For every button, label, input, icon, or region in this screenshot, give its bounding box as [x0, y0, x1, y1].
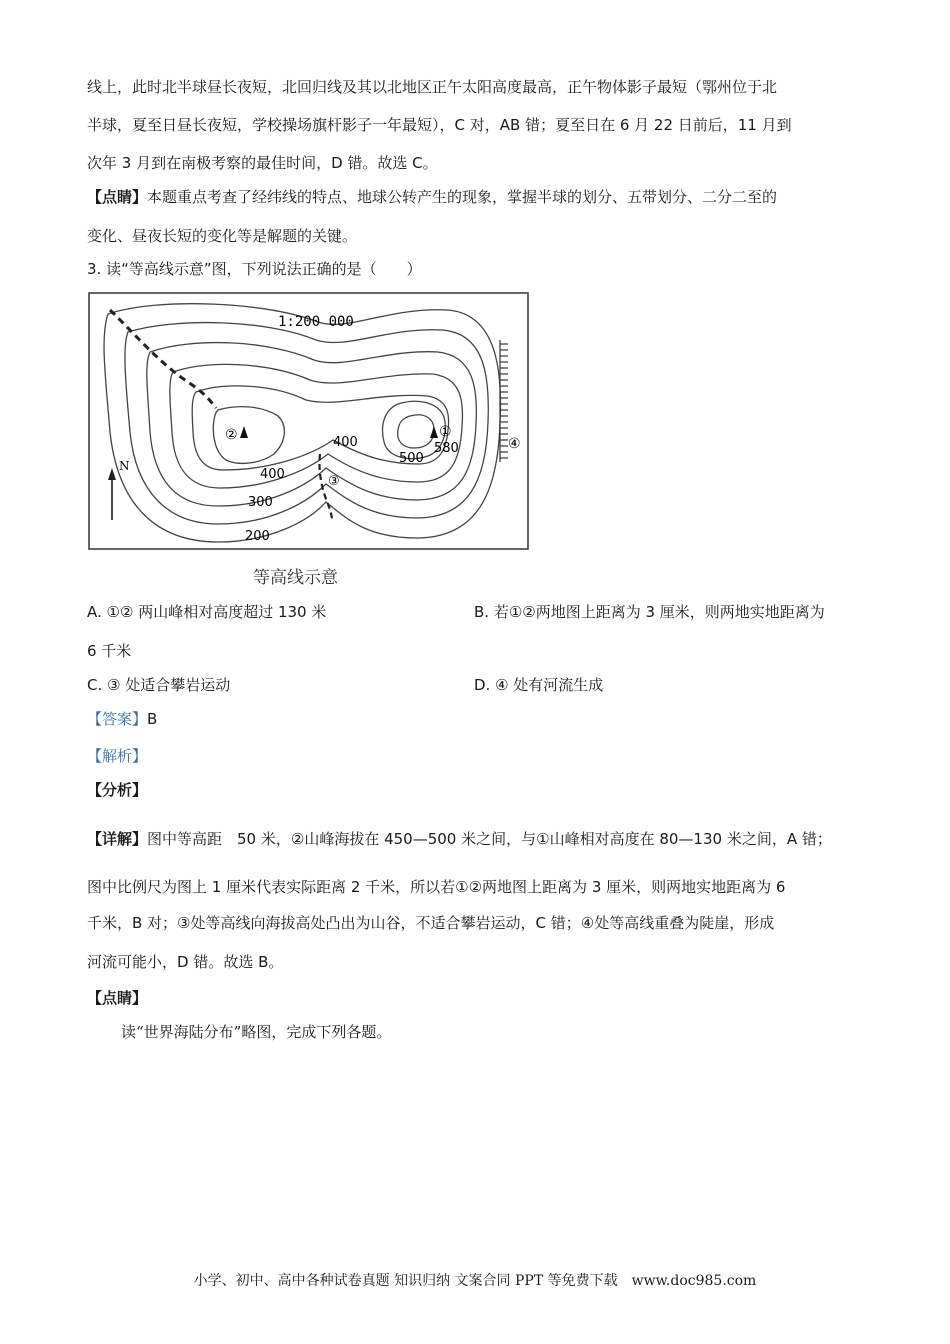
prev-analysis-line-3: 次年 3 月到在南极考察的最佳时间，D 错。故选 C。 [87, 154, 438, 172]
answer-value: B [147, 710, 158, 728]
prev-comment-line-1 [87, 186, 777, 208]
answer-tag: 【答案】 [87, 710, 148, 728]
map-scale: 1:200 000 [278, 314, 354, 330]
label-site-2: ② [225, 427, 238, 443]
prev-analysis-line-1: 线上，此时北半球昼长夜短，北回归线及其以北地区正午太阳高度最高，正午物体影子最短（鄂州位于北 [87, 78, 778, 96]
page-footer: 小学、初中、高中各种试卷真题 知识归纳 文案合同 PPT 等免费下载 www.doc985.com [193, 1273, 757, 1289]
option-b-line-1: B. 若①②两地图上距离为 3 厘米，则两地实地距离为 [474, 603, 825, 621]
prev-comment-line-2: 变化、昼夜长短的变化等是解题的关键。 [87, 227, 358, 245]
north-label: N [119, 459, 130, 473]
detail-line-3: 千米，B 对；③处等高线向海拔高处凸出为山谷，不适合攀岩运动，C 错；④处等高线重叠为陡崖，形成 [87, 914, 775, 932]
prev-analysis-line-2: 半球，夏至日昼长夜短，学校操场旗杆影子一年最短），C 对，AB 错；夏至日在 6 月 22 日前后，11 月到 [87, 116, 792, 134]
question-stem: 3. 读“等高线示意”图，下列说法正确的是（ ） [87, 260, 422, 278]
contour-map-figure [88, 292, 529, 550]
label-site-3: ③ [328, 474, 340, 489]
contour-label-400-left: 400 [260, 467, 285, 482]
fenxi-tag: 【分析】 [87, 781, 148, 799]
contour-label-400-right: 400 [333, 435, 358, 450]
contour-label-580: 580 [434, 441, 459, 456]
next-question-intro: 读“世界海陆分布”略图，完成下列各题。 [121, 1023, 392, 1041]
option-a: A. ①② 两山峰相对高度超过 130 米 [87, 603, 327, 621]
prev-comment-tag: 【点睛】 [87, 188, 148, 206]
detail-line-4: 河流可能小，D 错。故选 B。 [87, 953, 284, 971]
detail-tag: 【详解】 [87, 830, 148, 848]
detail-line-1 [87, 828, 832, 850]
label-site-1: ① [439, 424, 452, 440]
label-site-4: ④ [508, 436, 521, 452]
prev-comment-text-1: 本题重点考查了经纬线的特点、地球公转产生的现象，掌握半球的划分、五带划分、二分二至的 [147, 188, 778, 206]
option-b-line-2: 6 千米 [87, 642, 132, 660]
option-c: C. ③ 处适合攀岩运动 [87, 676, 231, 694]
contour-label-300: 300 [248, 495, 273, 510]
contour-label-500: 500 [399, 451, 424, 466]
figure-caption: 等高线示意 [253, 568, 338, 588]
analysis-tag: 【解析】 [87, 747, 148, 765]
contour-label-200: 200 [245, 529, 270, 544]
detail-text-1: 图中等高距 50 米，②山峰海拔在 450—500 米之间，与①山峰相对高度在 80—130 米之间，A 错； [147, 830, 832, 848]
option-d: D. ④ 处有河流生成 [474, 676, 604, 694]
comment-tag: 【点睛】 [87, 989, 148, 1007]
detail-line-2: 图中比例尺为图上 1 厘米代表实际距离 2 千米，所以若①②两地图上距离为 3 厘米，则两地实地距离为 6 [87, 878, 786, 896]
answer-line [87, 708, 157, 730]
